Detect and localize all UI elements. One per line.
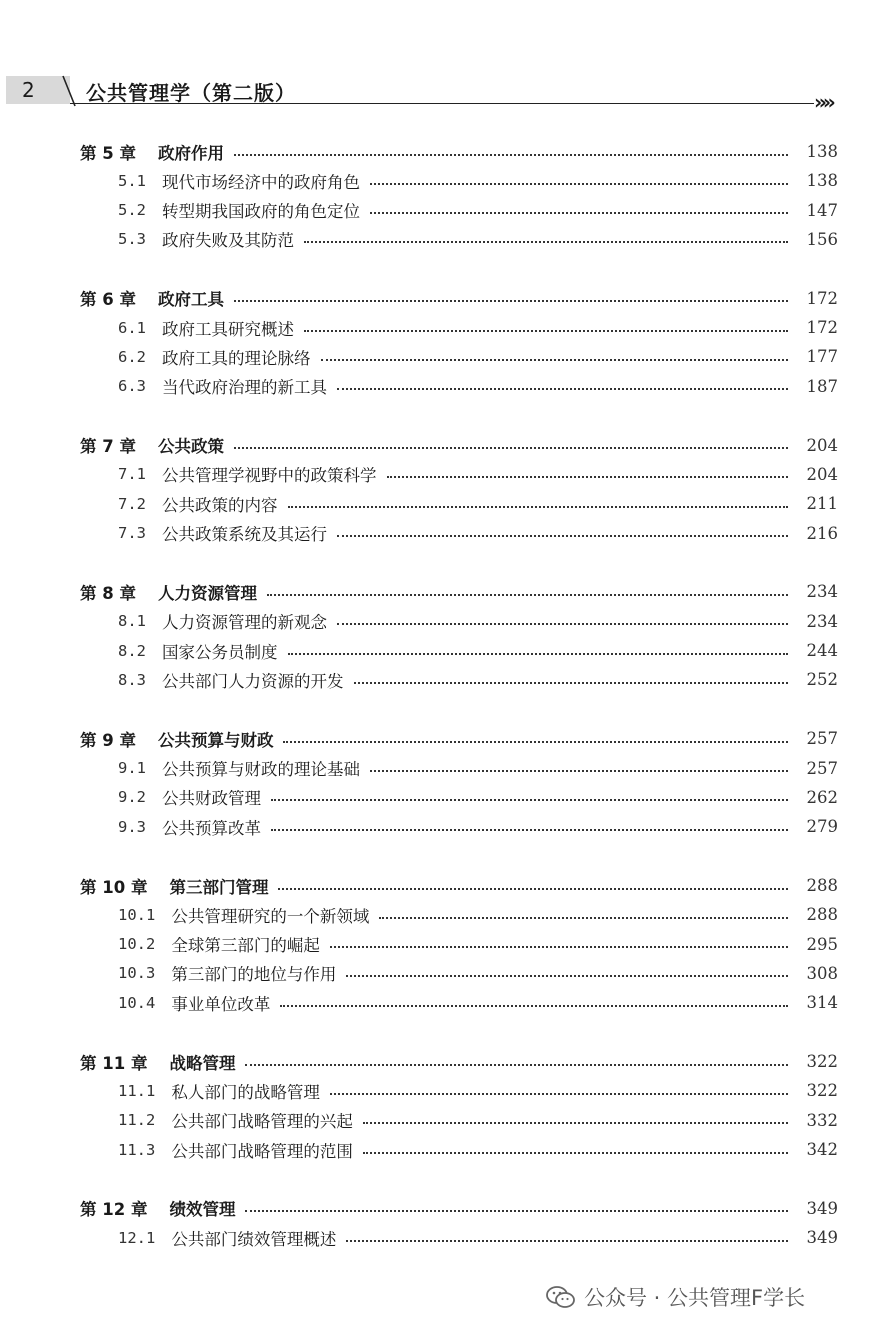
- toc-number: 7.2: [118, 494, 146, 513]
- toc-leader-dots: [337, 623, 788, 625]
- toc-leader-dots: [234, 154, 788, 156]
- toc-page-number: 349: [806, 1198, 838, 1218]
- toc-title: 政府作用: [157, 143, 224, 163]
- toc-page-number: 332: [806, 1110, 838, 1130]
- toc-number: 10.3: [118, 964, 156, 983]
- toc-title: 公共预算与财政: [157, 730, 274, 750]
- toc-page-number: 204: [806, 464, 838, 484]
- toc-page-number: 322: [806, 1052, 838, 1072]
- toc-title: 公共政策系统及其运行: [162, 525, 327, 544]
- toc-leader-dots: [337, 535, 788, 537]
- toc-leader-dots: [245, 1064, 788, 1066]
- toc-number: 5.3: [118, 230, 146, 249]
- toc-number: 10.2: [118, 935, 156, 954]
- toc-leader-dots: [271, 829, 788, 831]
- toc-page-number: 295: [806, 934, 838, 954]
- toc-number: 6.3: [118, 377, 146, 396]
- toc-page-number: 314: [806, 993, 838, 1013]
- toc-leader-dots: [370, 183, 788, 185]
- toc-number: 第 12 章: [80, 1200, 148, 1220]
- toc-number: 第 9 章: [80, 730, 136, 750]
- toc-section-row: [118, 930, 838, 959]
- toc-leader-dots: [278, 888, 788, 890]
- toc-section-row: [118, 313, 838, 342]
- toc-page-number: 156: [806, 229, 838, 249]
- page-number: 2: [22, 78, 35, 102]
- toc-number: 第 10 章: [80, 877, 148, 897]
- toc-page-number: 172: [806, 288, 838, 308]
- watermark: [546, 1281, 805, 1313]
- toc-title: 战略管理: [169, 1053, 236, 1073]
- toc-title: 人力资源管理的新观念: [162, 613, 327, 633]
- toc-title: 公共预算改革: [162, 818, 261, 838]
- toc-page-number: 187: [806, 376, 838, 396]
- toc-page-number: 349: [806, 1228, 838, 1248]
- toc-leader-dots: [321, 359, 789, 361]
- toc-page-number: 257: [806, 758, 838, 778]
- toc-leader-dots: [363, 1152, 788, 1154]
- toc-page-number: 211: [806, 494, 838, 514]
- toc-number: 11.3: [118, 1140, 156, 1159]
- toc-number: 第 7 章: [80, 437, 136, 457]
- toc-leader-dots: [363, 1122, 788, 1124]
- toc-leader-dots: [280, 1005, 788, 1007]
- toc-page-number: 234: [806, 611, 838, 631]
- double-arrow-icon: »»: [814, 90, 832, 114]
- toc-number: 第 11 章: [80, 1053, 148, 1073]
- toc-leader-dots: [346, 1240, 788, 1242]
- watermark-text: 公众号 · 公共管理F学长: [584, 1286, 806, 1310]
- toc-title: 政府工具研究概述: [162, 319, 294, 339]
- toc-leader-dots: [354, 682, 789, 684]
- book-title: 公共管理学（第二版）: [86, 81, 296, 105]
- toc-section-row: [118, 1223, 838, 1252]
- toc-title: 绩效管理: [169, 1200, 236, 1220]
- toc-number: 7.1: [118, 465, 146, 484]
- toc-section-row: [118, 372, 838, 401]
- page-number-tab: [6, 76, 70, 104]
- toc-leader-dots: [330, 946, 788, 948]
- toc-number: 10.1: [118, 905, 156, 924]
- toc-section-row: [118, 1076, 838, 1105]
- toc-chapter-row: [80, 871, 838, 900]
- toc-section-row: [118, 754, 838, 783]
- toc-chapter-row: [80, 137, 838, 166]
- toc-title: 第三部门管理: [169, 877, 269, 897]
- toc-chapter-row: [80, 724, 838, 753]
- toc-leader-dots: [387, 476, 789, 478]
- toc-number: 第 8 章: [80, 583, 136, 603]
- toc-leader-dots: [304, 241, 788, 243]
- toc-section-row: [118, 166, 838, 195]
- toc-title: 公共预算与财政的理论基础: [162, 760, 360, 779]
- toc-section-row: [118, 342, 838, 371]
- toc-leader-dots: [370, 212, 788, 214]
- toc-leader-dots: [304, 330, 788, 332]
- toc-section-row: [118, 489, 838, 518]
- toc-chapter-row: [80, 431, 838, 460]
- toc-number: 9.1: [118, 759, 146, 777]
- toc-number: 第 6 章: [80, 290, 136, 310]
- toc-chapter-row: [80, 577, 838, 606]
- toc-page-number: 288: [806, 905, 838, 925]
- toc-title: 政府失败及其防范: [162, 231, 294, 251]
- toc-leader-dots: [267, 594, 788, 596]
- toc-leader-dots: [346, 975, 788, 977]
- toc-number: 6.1: [118, 318, 146, 337]
- toc-page-number: 216: [806, 523, 838, 543]
- toc-page-number: 138: [806, 171, 838, 191]
- toc-page-number: 342: [806, 1140, 838, 1159]
- toc-title: 第三部门的地位与作用: [171, 965, 337, 985]
- toc-page-number: 257: [806, 729, 838, 749]
- toc-page-number: 147: [806, 200, 838, 220]
- toc-leader-dots: [288, 653, 789, 655]
- toc-leader-dots: [234, 447, 788, 449]
- toc-section-row: [118, 1135, 838, 1164]
- toc-leader-dots: [379, 917, 788, 919]
- toc-section-row: [118, 665, 838, 694]
- toc-leader-dots: [271, 799, 788, 801]
- toc-title: 事业单位改革: [171, 994, 271, 1014]
- toc-number: 10.4: [118, 993, 156, 1012]
- toc-number: 8.2: [118, 641, 146, 660]
- toc-title: 公共部门人力资源的开发: [162, 671, 344, 691]
- toc-section-row: [118, 783, 838, 812]
- toc-chapter-row: [80, 1194, 838, 1223]
- toc-title: 公共政策: [157, 437, 224, 457]
- toc-chapter-row: [80, 1047, 838, 1076]
- toc-leader-dots: [283, 741, 788, 743]
- toc-title: 私人部门的战略管理: [171, 1082, 320, 1102]
- toc-leader-dots: [234, 300, 788, 302]
- toc-section-row: [118, 607, 838, 636]
- toc-title: 当代政府治理的新工具: [162, 378, 327, 398]
- toc-section-row: [118, 959, 838, 988]
- toc-page-number: 252: [806, 670, 838, 690]
- toc-title: 公共政策的内容: [162, 495, 278, 515]
- toc-section-row: [118, 519, 838, 548]
- toc-section-row: [118, 225, 838, 254]
- running-header: [0, 72, 876, 112]
- toc-number: 8.3: [118, 670, 146, 689]
- toc-page-number: 244: [806, 641, 838, 660]
- toc-page-number: 262: [806, 787, 838, 807]
- toc-number: 11.2: [118, 1111, 156, 1130]
- toc-section-row: [118, 196, 838, 225]
- toc-title: 现代市场经济中的政府角色: [162, 172, 360, 192]
- toc-chapter-row: [80, 284, 838, 313]
- toc-leader-dots: [337, 388, 788, 390]
- toc-title: 公共部门战略管理的范围: [171, 1141, 353, 1161]
- toc-title: 转型期我国政府的角色定位: [162, 202, 360, 222]
- toc-page-number: 204: [806, 435, 838, 455]
- toc-leader-dots: [330, 1093, 788, 1095]
- toc-page-number: 138: [806, 142, 838, 161]
- toc-title: 政府工具的理论脉络: [162, 348, 311, 368]
- toc-title: 国家公务员制度: [162, 642, 278, 662]
- toc-page-number: 234: [806, 582, 838, 602]
- toc-title: 公共管理学视野中的政策科学: [162, 466, 377, 486]
- toc-title: 政府工具: [157, 290, 224, 310]
- toc-number: 6.2: [118, 347, 146, 366]
- toc-section-row: [118, 900, 838, 929]
- toc-number: 12.1: [118, 1228, 156, 1247]
- toc-number: 5.2: [118, 201, 146, 220]
- toc-title: 公共管理研究的一个新领域: [171, 906, 370, 926]
- toc-number: 第 5 章: [80, 143, 136, 163]
- toc-title: 全球第三部门的崛起: [171, 936, 320, 956]
- toc-page-number: 288: [806, 876, 838, 895]
- toc-number: 5.1: [118, 171, 146, 190]
- toc-page-number: 177: [806, 347, 838, 367]
- toc-leader-dots: [370, 770, 788, 772]
- toc-title: 公共部门绩效管理概述: [171, 1229, 337, 1249]
- toc-page-number: 322: [806, 1081, 838, 1101]
- wechat-icon: [546, 1285, 576, 1309]
- toc-title: 人力资源管理: [157, 583, 257, 603]
- toc-page-number: 308: [806, 963, 838, 983]
- toc-number: 9.3: [118, 817, 146, 836]
- toc-section-row: [118, 460, 838, 489]
- toc-leader-dots: [245, 1210, 788, 1212]
- toc-number: 9.2: [118, 788, 146, 807]
- toc-number: 7.3: [118, 524, 146, 542]
- toc-title: 公共财政管理: [162, 789, 261, 809]
- toc-number: 8.1: [118, 612, 146, 631]
- toc-title: 公共部门战略管理的兴起: [171, 1112, 353, 1132]
- toc-section-row: [118, 636, 838, 665]
- toc-page-number: 172: [806, 318, 838, 338]
- toc-section-row: [118, 812, 838, 841]
- toc-section-row: [118, 1106, 838, 1135]
- toc-section-row: [118, 988, 838, 1017]
- toc-leader-dots: [288, 506, 789, 508]
- header-rule: [70, 103, 814, 104]
- toc-number: 11.1: [118, 1081, 156, 1100]
- toc-page-number: 279: [806, 817, 838, 837]
